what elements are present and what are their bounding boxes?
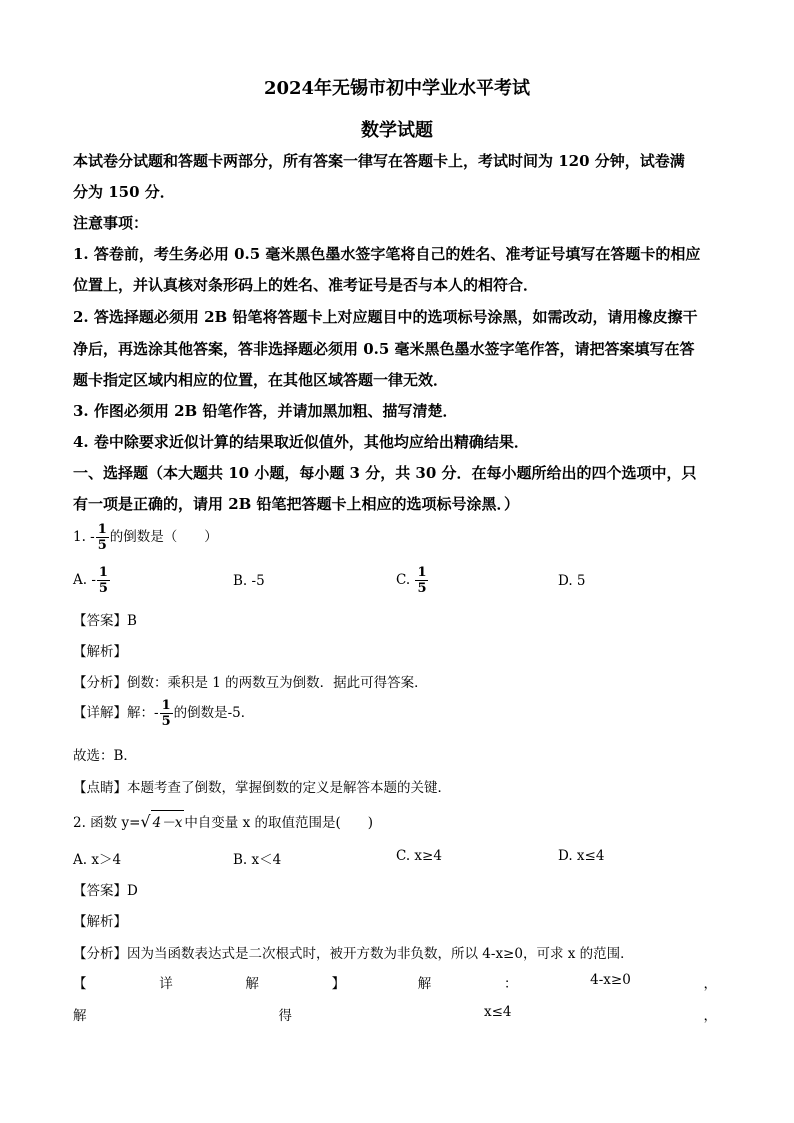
q1-fraction (96, 522, 109, 553)
q2-option-d: D. x≤4 (558, 848, 605, 864)
q1-detail-num: 1 (161, 698, 171, 713)
q2-answer-value: D (127, 883, 138, 899)
q2-solve-char-de: 得 (278, 1008, 292, 1024)
q1-detail-pre: 解：- (127, 705, 159, 721)
section-1-line-1: 一、选择题（本大题共 10 小题，每小题 3 分，共 30 分．在每小题所给出的四个选项中，只 (73, 464, 697, 482)
q2-option-a: A. x＞4 (73, 852, 122, 868)
q2-detail-comma: ， (703, 976, 717, 992)
q1-answer-tag: 【答案】 (73, 613, 127, 629)
q1-option-c-fraction (415, 565, 428, 596)
q2-detail-solve: 解 (417, 976, 432, 992)
q1-fenxi-tag: 【分析】 (73, 675, 127, 691)
q1-choice: 故选：B． (73, 748, 137, 764)
section-1-line-2: 有一项是正确的，请用 2B 铅笔把答题卡上相应的选项标号涂黑．） (73, 495, 520, 513)
q2-detail-colon: ： (503, 976, 518, 992)
note-1-line-2: 位置上，并认真核对条形码上的姓名、准考证号是否与本人的相符合． (73, 276, 539, 294)
q1-detail-fraction (160, 698, 173, 729)
q1-frac-num: 1 (97, 522, 107, 537)
q1-dianjing-tag: 【点睛】 (73, 780, 127, 796)
question-1-stem (73, 522, 218, 553)
q2-analysis-tag: 【解析】 (73, 914, 127, 930)
q1-option-b: B. -5 (233, 573, 265, 589)
q1-option-d: D. 5 (558, 573, 586, 589)
q1-analysis-tag: 【解析】 (73, 644, 127, 660)
notes-heading: 注意事项： (73, 214, 149, 232)
q1-option-a-den: 5 (98, 581, 108, 596)
q1-prefix: 1. - (73, 529, 95, 545)
q2-answer-tag: 【答案】 (73, 883, 127, 899)
q2-option-c: C. x≥4 (396, 848, 442, 864)
question-2-stem (73, 810, 373, 831)
q1-frac-den: 5 (97, 538, 107, 553)
q2-radicand: 4－x (151, 810, 185, 831)
intro-line-1: 本试卷分试题和答题卡两部分，所有答案一律写在答题卡上，考试时间为 120 分钟，试卷满 (73, 152, 685, 170)
note-1-line-1: 1. 答卷前，考生务必用 0.5 毫米黑色墨水签字笔将自己的姓名、准考证号填写在答题卡的相应 (73, 245, 701, 263)
q2-fenxi-tag: 【分析】 (73, 946, 127, 962)
q1-option-a (73, 565, 111, 596)
sqrt-icon: √ (140, 812, 151, 831)
q2-detail-bracket-close: 】 (331, 976, 346, 992)
q2-detail-inequality: 4-x≥0 (590, 972, 631, 988)
q1-option-c-num: 1 (417, 565, 427, 580)
q2-solve-char-jie: 解 (73, 1008, 87, 1024)
q1-option-c-den: 5 (417, 581, 427, 596)
q2-detail-char-xiang: 详 (159, 976, 173, 992)
intro-line-2: 分为 150 分． (73, 183, 175, 201)
note-2-line-2: 净后，再选涂其他答案，答非选择题必须用 0.5 毫米黑色墨水签字笔作答，请把答案填写在答 (73, 340, 695, 358)
q1-detail-tag: 【详解】 (73, 705, 127, 721)
q1-detail-den: 5 (161, 714, 171, 729)
q2-answer (73, 879, 138, 899)
q2-detail-char-jie: 解 (245, 976, 259, 992)
q1-option-c-label: C. (396, 572, 411, 588)
q2-fenxi (73, 942, 634, 962)
q1-dianjing (73, 776, 451, 796)
q2-detail-row (73, 972, 717, 992)
q2-solve-comma: ， (703, 1008, 717, 1024)
exam-title: 2024年无锡市初中学业水平考试 (263, 78, 531, 99)
q1-answer (73, 609, 137, 629)
q1-option-a-fraction (97, 565, 110, 596)
q1-detail (73, 698, 254, 729)
q2-suffix: 中自变量 x 的取值范围是( ) (184, 815, 374, 831)
q1-option-a-num: 1 (98, 565, 108, 580)
q1-option-a-label: A. - (73, 572, 96, 588)
note-2-line-3: 题卡指定区域内相应的位置，在其他区域答题一律无效． (73, 371, 449, 389)
q1-dianjing-text: 本题考查了倒数，掌握倒数的定义是解答本题的关键． (127, 780, 451, 796)
q1-detail-post: 的倒数是-5． (173, 705, 255, 721)
q2-solve-row (73, 1004, 717, 1024)
q1-fenxi-text: 倒数：乘积是 1 的两数互为倒数．据此可得答案． (127, 675, 428, 691)
note-3: 3. 作图必须用 2B 铅笔作答，并请加黑加粗、描写清楚． (73, 402, 458, 420)
q1-option-c (396, 565, 429, 596)
q1-suffix: 的倒数是（ ） (109, 529, 218, 545)
q1-fenxi (73, 671, 428, 691)
note-2-line-1: 2. 答选择题必须用 2B 铅笔将答题卡上对应题目中的选项标号涂黑，如需改动，请用橡皮擦干 (73, 308, 698, 326)
q2-option-b: B. x＜4 (233, 852, 282, 868)
q2-prefix: 2. 函数 y= (73, 815, 141, 831)
q2-solve-result: x≤4 (483, 1004, 512, 1020)
q2-detail-bracket-open: 【 (73, 976, 87, 992)
exam-subtitle: 数学试题 (361, 120, 433, 141)
q2-fenxi-text: 因为当函数表达式是二次根式时，被开方数为非负数，所以 4-x≥0，可求 x 的范围． (127, 946, 634, 962)
q1-answer-value: B (127, 613, 137, 629)
note-4: 4. 卷中除要求近似计算的结果取近似值外，其他均应给出精确结果． (73, 433, 529, 451)
